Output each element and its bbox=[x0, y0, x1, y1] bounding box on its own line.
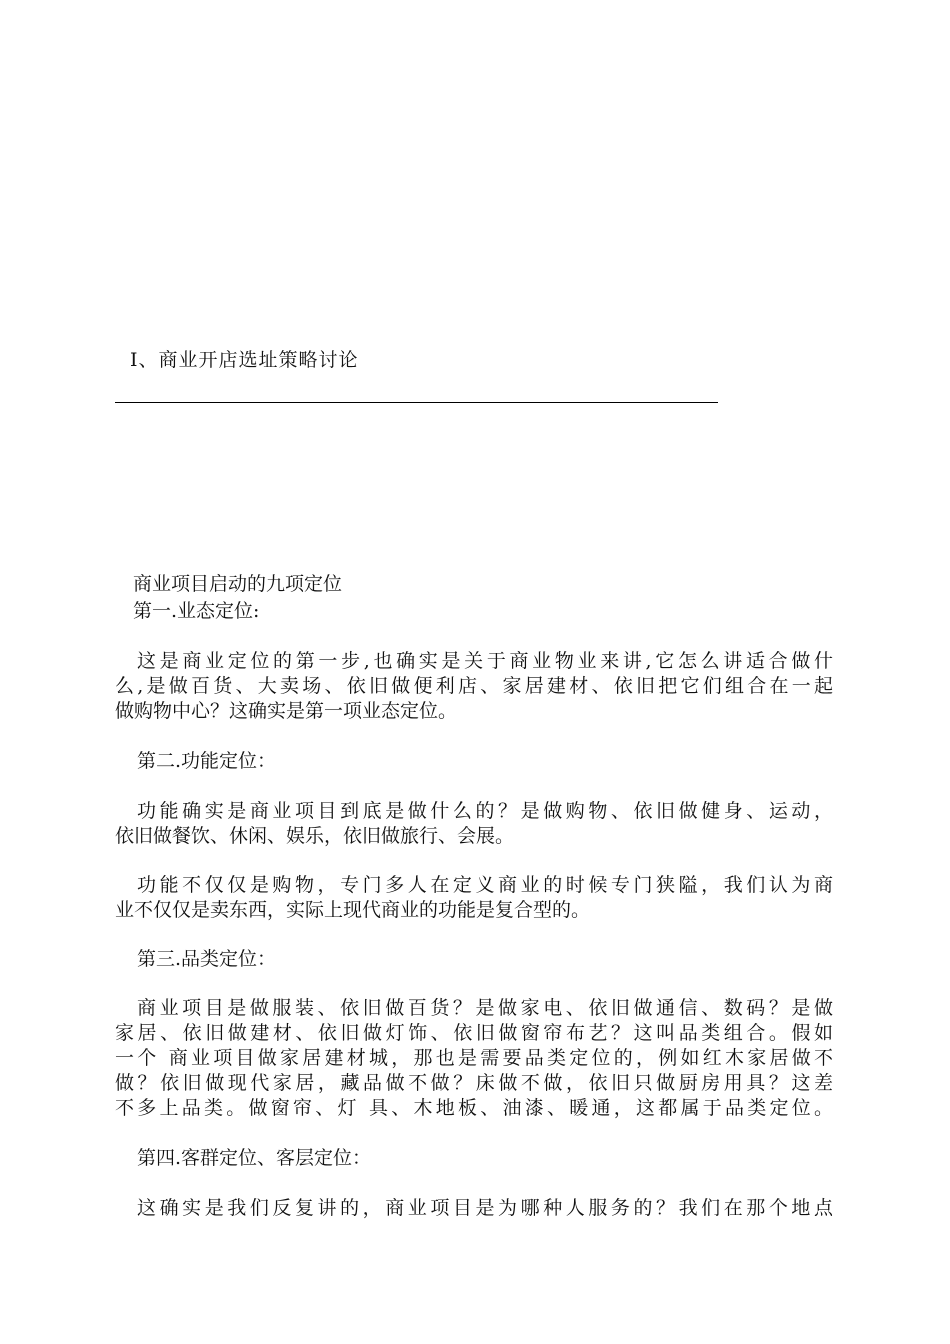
section-4-title: 第四.客群定位、客层定位： bbox=[137, 1147, 372, 1169]
paragraph-4-line-1: 商业项目是做服装、依旧做百货？是做家电、依旧做通信、数码？是做 bbox=[137, 997, 833, 1019]
paragraph-1-line-1: 这是商业定位的第一步,也确实是关于商业物业来讲,它怎么讲适合做什 bbox=[137, 650, 833, 672]
section-2-title: 第二.功能定位： bbox=[137, 750, 277, 772]
paragraph-2-line-1: 功能确实是商业项目到底是做什么的？是做购物、依旧做健身、运动， bbox=[137, 800, 833, 822]
paragraph-2-line-2: 依旧做餐饮、休闲、娱乐，依旧做旅行、会展。 bbox=[115, 825, 515, 847]
paragraph-5-line-1: 这确实是我们反复讲的，商业项目是为哪种人服务的？我们在那个地点 bbox=[137, 1197, 833, 1219]
subtitle: 商业项目启动的九项定位 bbox=[133, 573, 343, 595]
section-3-title: 第三.品类定位： bbox=[137, 948, 277, 970]
paragraph-1-line-2: 么,是做百货、大卖场、依旧做便利店、家居建材、依旧把它们组合在一起 bbox=[115, 675, 833, 697]
paragraph-4-line-4: 做？依旧做现代家居，藏品做不做？床做不做，依旧只做厨房用具？这差 bbox=[115, 1072, 833, 1094]
section-1-title: 第一.业态定位: bbox=[133, 600, 260, 622]
paragraph-4-line-2: 家居、依旧做建材、依旧做灯饰、依旧做窗帘布艺？这叫品类组合。假如 bbox=[115, 1022, 833, 1044]
heading-underline bbox=[115, 402, 718, 403]
paragraph-3-line-2: 业不仅仅是卖东西，实际上现代商业的功能是复合型的。 bbox=[115, 899, 591, 921]
paragraph-4-line-3: 一个 商业项目做家居建材城，那也是需要品类定位的，例如红木家居做不 bbox=[115, 1047, 833, 1069]
document-heading: I、商业开店选址策略讨论 bbox=[130, 349, 359, 371]
paragraph-4-line-5: 不多上品类。做窗帘、灯 具、木地板、油漆、暖通，这都属于品类定位。 bbox=[115, 1097, 833, 1119]
paragraph-3-line-1: 功能不仅仅是购物，专门多人在定义商业的时候专门狭隘，我们认为商 bbox=[137, 874, 833, 896]
paragraph-1-line-3: 做购物中心？这确实是第一项业态定位。 bbox=[115, 700, 458, 722]
